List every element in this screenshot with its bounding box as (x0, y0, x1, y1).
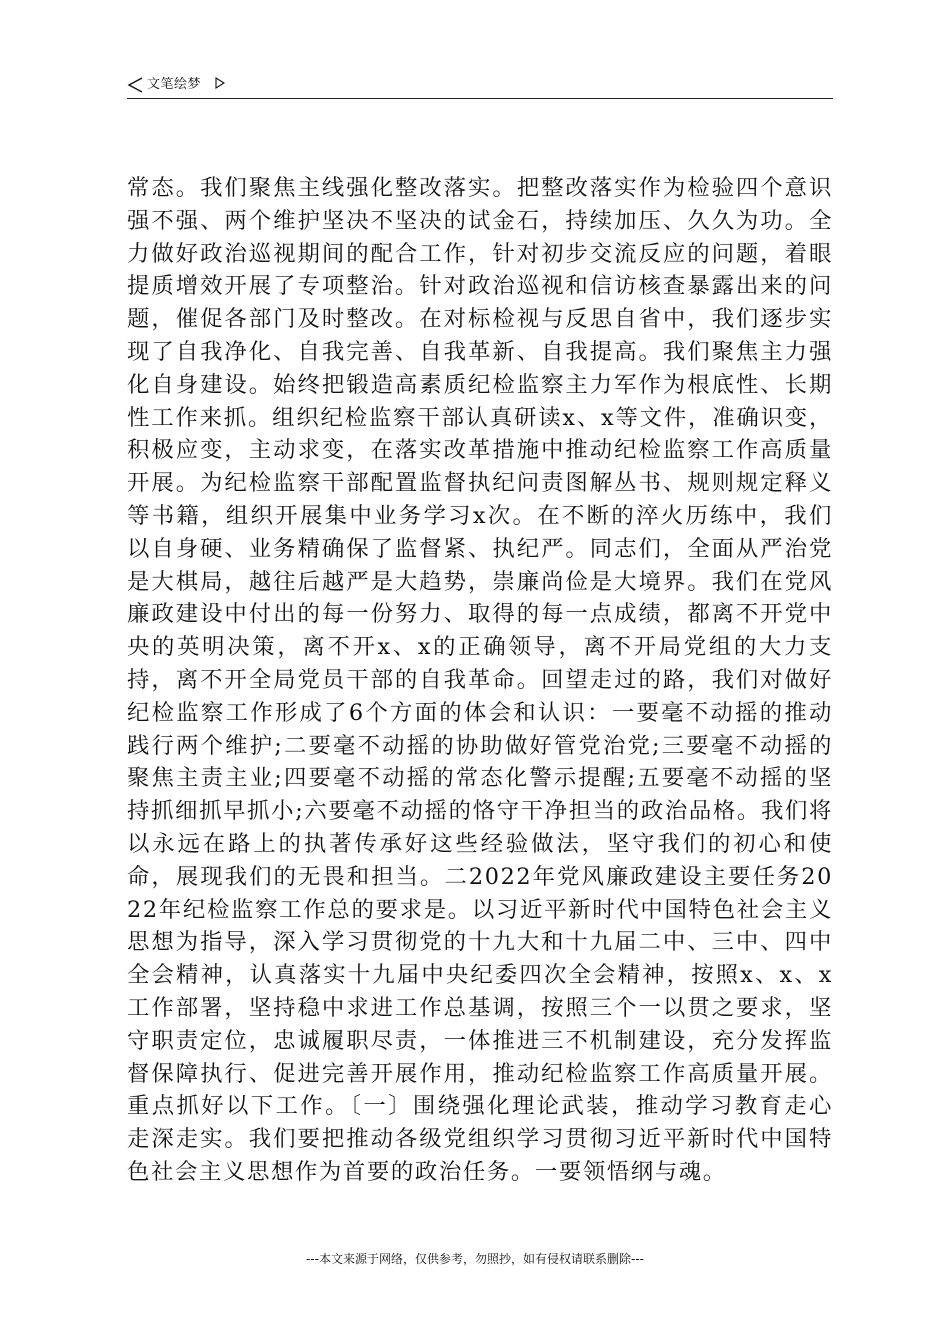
document-body-text: 常态。我们聚焦主线强化整改落实。把整改落实作为检验四个意识强不强、两个维护坚决不坚决的试金石，持续加压、久久为功。全力做好政治巡视期间的配合工作，针对初步交流反应的问题，着眼提质增效开展了专项整治。针对政治巡视和信访核查暴露出来的问题，催促各部门及时整改。在对标检视与反思自省中，我们逐步实现了自我净化、自我完善、自我革新、自我提高。我们聚焦主力强化自身建设。始终把锻造高素质纪检监察主力军作为根底性、长期性工作来抓。组织纪检监察干部认真研读x、x等文件，准确识变，积极应变，主动求变，在落实改革措施中推动纪检监察工作高质量开展。为纪检监察干部配置监督执纪问责图解丛书、规则规定释义等书籍，组织开展集中业务学习x次。在不断的淬火历练中，我们以自身硬、业务精确保了监督紧、执纪严。同志们，全面从严治党是大棋局，越往后越严是大趋势，崇廉尚俭是大境界。我们在党风廉政建设中付出的每一份努力、取得的每一点成绩，都离不开党中央的英明决策，离不开x、x的正确领导，离不开局党组的大力支持，离不开全局党员干部的自我革命。回望走过的路，我们对做好纪检监察工作形成了6个方面的体会和认识：一要毫不动摇的推动践行两个维护;二要毫不动摇的协助做好管党治党;三要毫不动摇的聚焦主责主业;四要毫不动摇的常态化警示提醒;五要毫不动摇的坚持抓细抓早抓小;六要毫不动摇的恪守干净担当的政治品格。我们将以永远在路上的执著传承好这些经验做法，坚守我们的初心和使命，展现我们的无畏和担当。二2022年党风廉政建设主要任务2022年纪检监察工作总的要求是。以习近平新时代中国特色社会主义思想为指导，深入学习贯彻党的十九大和十九届二中、三中、四中全会精神，认真落实十九届中央纪委四次全会精神，按照x、x、x工作部署，坚持稳中求进工作总基调，按照三个一以贯之要求，坚守职责定位，忠诚履职尽责，一体推进三不机制建设，充分发挥监督保障执行、促进完善开展作用，推动纪检监察工作高质量开展。重点抓好以下工作。〔一〕围绕强化理论武装，推动学习教育走心走深走实。我们要把推动各级党组织学习贯彻习近平新时代中国特色社会主义思想作为首要的政治任务。一要领悟纲与魂。 (127, 175, 833, 1185)
right-triangle-icon (214, 76, 226, 90)
footer-disclaimer: ---本文来源于网络，仅供参考，勿照抄，如有侵权请联系删除--- (306, 1252, 644, 1266)
page-header (127, 76, 833, 99)
left-triangle-icon (127, 76, 145, 94)
header-title: 文笔绘梦 (147, 77, 202, 92)
